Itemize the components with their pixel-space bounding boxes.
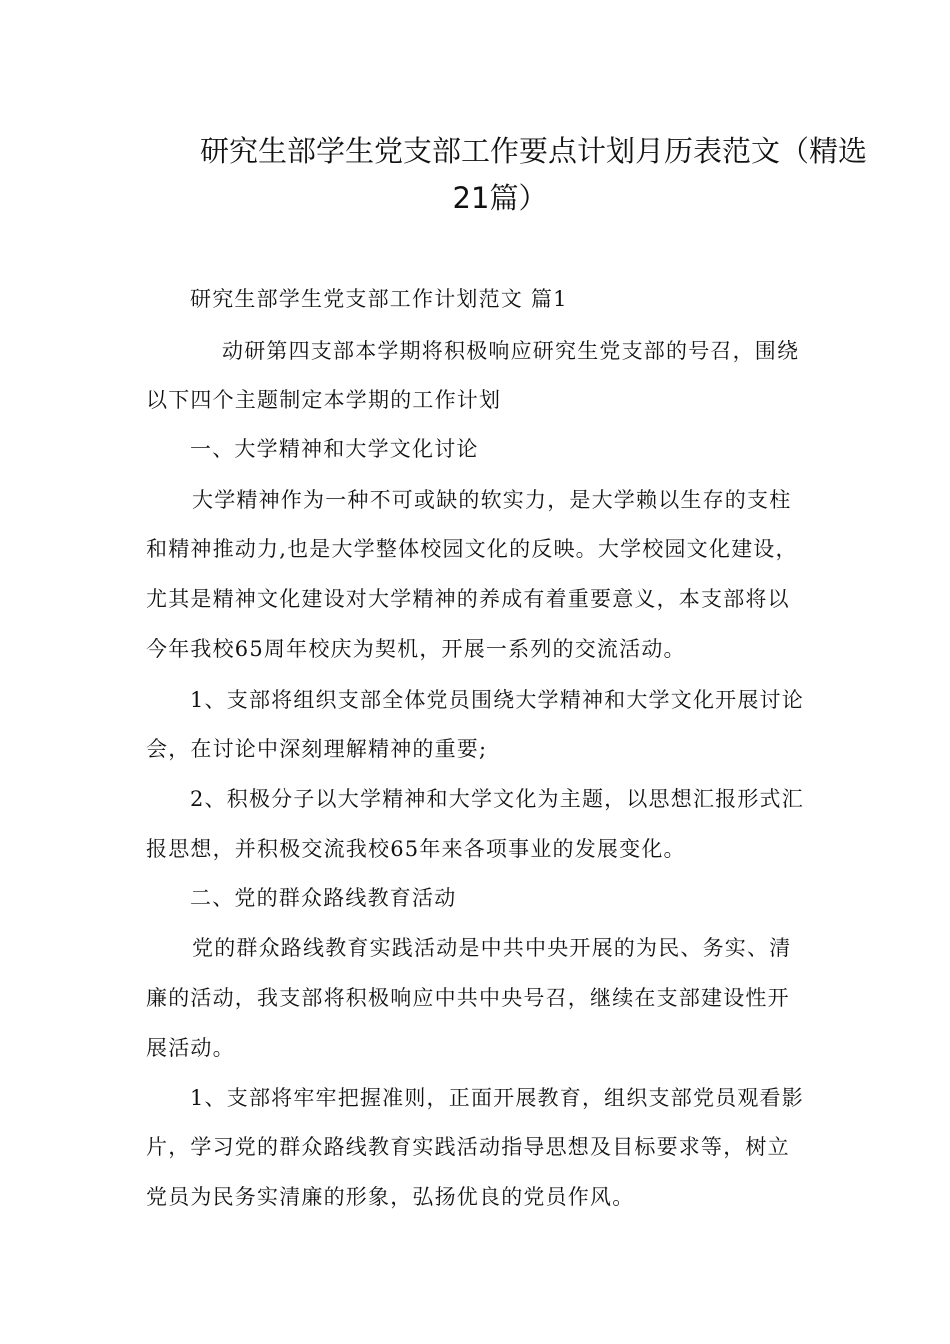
subheading: 一、大学精神和大学文化讨论 (190, 437, 479, 461)
paragraph-line: 和精神推动力,也是大学整体校园文化的反映。大学校园文化建设， (146, 537, 798, 561)
paragraph-line: 展活动。 (146, 1036, 235, 1060)
paragraph-line: 以下四个主题制定本学期的工作计划 (146, 388, 502, 412)
paragraph-line: 大学精神作为一种不可或缺的软实力，是大学赖以生存的支柱 (192, 488, 792, 512)
paragraph-line: 片，学习党的群众路线教育实践活动指导思想及目标要求等，树立 (146, 1135, 790, 1159)
paragraph-line: 党员为民务实清廉的形象，弘扬优良的党员作风。 (146, 1185, 635, 1209)
document-title-line-1: 研究生部学生党支部工作要点计划月历表范文（精选 (200, 134, 868, 168)
paragraph-line: 会，在讨论中深刻理解精神的重要; (146, 737, 488, 761)
paragraph-line: 今年我校65周年校庆为契机，开展一系列的交流活动。 (146, 637, 686, 661)
paragraph-line: 尤其是精神文化建设对大学精神的养成有着重要意义，本支部将以 (146, 587, 790, 611)
paragraph-line: 报思想，并积极交流我校65年来各项事业的发展变化。 (146, 837, 686, 861)
list-item: 2、积极分子以大学精神和大学文化为主题，以思想汇报形式汇 (190, 787, 804, 811)
document-title-line-2: 21篇） (452, 181, 548, 215)
list-item: 1、支部将牢牢把握准则，正面开展教育，组织支部党员观看影 (190, 1086, 804, 1110)
paragraph-line: 党的群众路线教育实践活动是中共中央开展的为民、务实、清 (192, 936, 792, 960)
paragraph-line: 廉的活动，我支部将积极响应中共中央号召，继续在支部建设性开 (146, 986, 790, 1010)
list-item: 1、支部将组织支部全体党员围绕大学精神和大学文化开展讨论 (190, 688, 804, 712)
subheading: 二、党的群众路线教育活动 (190, 886, 457, 910)
paragraph-line: 动研第四支部本学期将积极响应研究生党支部的号召，围绕 (222, 339, 800, 363)
section-heading: 研究生部学生党支部工作计划范文 篇1 (190, 287, 568, 311)
